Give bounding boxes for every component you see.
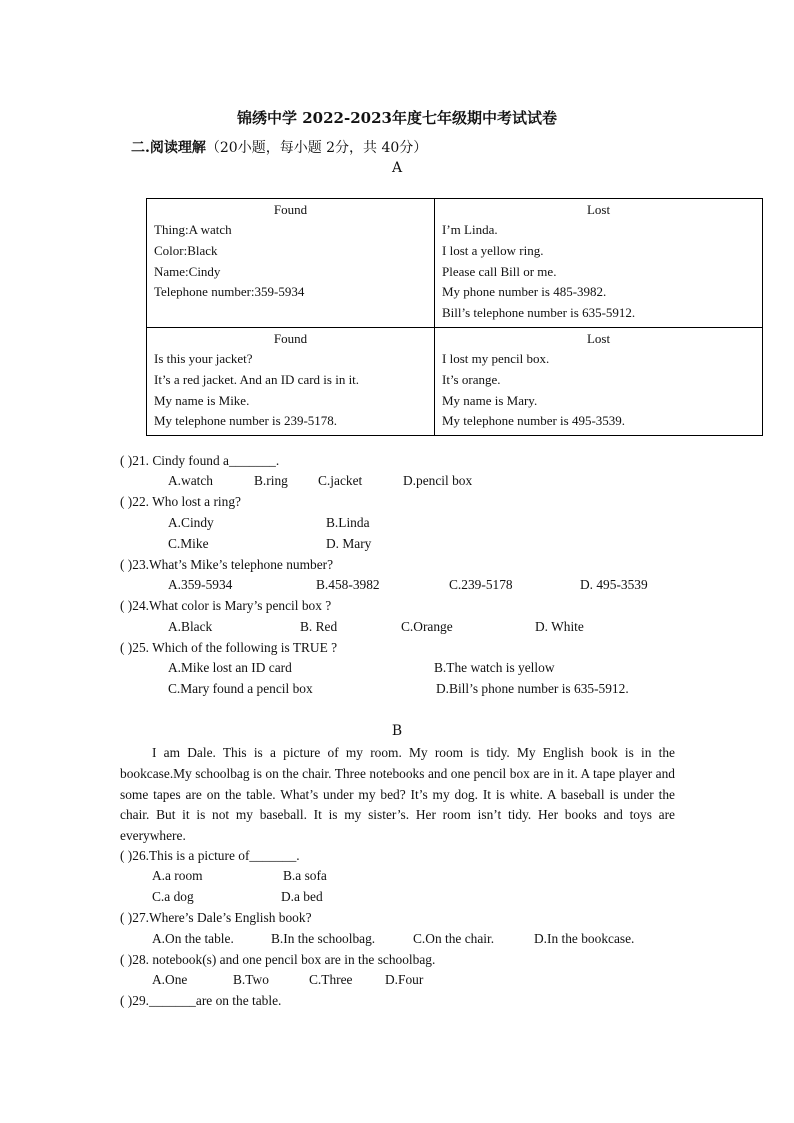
question-stem: ( )22. Who lost a ring? — [120, 494, 241, 509]
question-stem: ( )21. Cindy found a_______. — [120, 453, 280, 468]
cell-header: Found — [273, 202, 308, 217]
answer-option[interactable]: C.a dog — [152, 889, 194, 904]
cell-line: Color:Black — [154, 242, 218, 258]
cell-line: My telephone number is 239-5178. — [154, 413, 338, 429]
passage-a-label: A — [391, 160, 403, 176]
table-cell-found — [147, 199, 435, 328]
answer-option[interactable]: C.On the chair. — [413, 931, 495, 946]
answer-option[interactable]: A.359-5934 — [168, 577, 233, 592]
section-heading — [131, 137, 427, 157]
table-cell-lost — [435, 327, 763, 435]
cell-line: It’s a red jacket. And an ID card is in it. — [154, 371, 360, 387]
answer-option[interactable]: B.a sofa — [283, 868, 327, 883]
question-stem: ( )24.What color is Mary’s pencil box ? — [120, 598, 332, 613]
cell-line: My phone number is 485-3982. — [442, 284, 607, 300]
answer-option[interactable]: A.Black — [168, 619, 213, 634]
answer-option[interactable]: B.In the schoolbag. — [271, 931, 376, 946]
answer-option[interactable]: D.Bill’s phone number is 635-5912. — [436, 681, 629, 696]
answer-option[interactable]: D. White — [535, 619, 584, 634]
answer-option[interactable]: D.a bed — [281, 889, 323, 904]
cell-line: My telephone number is 495-3539. — [442, 413, 626, 429]
answer-option[interactable]: C.Mary found a pencil box — [168, 681, 313, 696]
answer-option[interactable]: A.Cindy — [168, 515, 214, 530]
table-row — [147, 199, 763, 328]
section-note: （20小题，每小题 2分，共 40分） — [205, 140, 428, 156]
table-cell-lost — [435, 199, 763, 328]
lost-found-table — [146, 198, 763, 436]
cell-line: Bill’s telephone number is 635-5912. — [442, 305, 636, 321]
cell-line: Please call Bill or me. — [442, 263, 557, 279]
answer-option[interactable]: B.The watch is yellow — [434, 660, 555, 675]
question-stem: ( )23.What’s Mike’s telephone number? — [120, 557, 334, 572]
answer-option[interactable]: A.On the table. — [152, 931, 234, 946]
page-title: 锦绣中学 2022-2023年度七年级期中考试试卷 — [237, 109, 557, 127]
cell-line: Name:Cindy — [154, 263, 221, 279]
answer-option[interactable]: C.Orange — [401, 619, 453, 634]
question-stem: ( )25. Which of the following is TRUE ? — [120, 640, 338, 655]
answer-option[interactable]: B.Linda — [326, 515, 370, 530]
cell-header: Lost — [586, 330, 611, 346]
cell-line: I lost my pencil box. — [442, 350, 550, 366]
answer-option[interactable]: D.pencil box — [403, 473, 473, 488]
passage-b-text: I am Dale. This is a picture of my room. My room is tidy. My English book is in the bookcase.My schoolbag is on the chair. Three notebooks and one pencil box are in it. A tape player and some tapes are on the table. What’s under my bed? It’s my dog. It is white. A baseball is under the chair. But it is not my baseball. It is my sister’s. Her room isn’t tidy. Her books and toys are everywhere. — [120, 745, 675, 844]
answer-option[interactable]: B.Two — [233, 972, 269, 987]
answer-option[interactable]: C.jacket — [318, 473, 363, 488]
section-name: 二.阅读理解 — [131, 140, 206, 156]
passage-b-label: B — [391, 723, 403, 739]
cell-line: I’m Linda. — [442, 222, 498, 237]
cell-header: Found — [273, 330, 308, 346]
cell-line: My name is Mary. — [442, 392, 538, 408]
answer-option[interactable]: C.239-5178 — [449, 577, 513, 592]
cell-line: It’s orange. — [442, 371, 501, 387]
answer-option[interactable]: D.Four — [385, 972, 424, 987]
table-row — [147, 327, 763, 435]
answer-option[interactable]: B.ring — [254, 473, 288, 488]
cell-line: Is this your jacket? — [154, 350, 253, 366]
cell-line: Telephone number:359-5934 — [154, 284, 305, 300]
question-stem: ( )27.Where’s Dale’s English book? — [120, 910, 312, 925]
question-stem: ( )29._______are on the table. — [120, 993, 282, 1008]
answer-option[interactable]: D. 495-3539 — [580, 577, 648, 592]
answer-option[interactable]: A.watch — [168, 473, 213, 488]
cell-header: Lost — [586, 202, 611, 217]
table-cell-found — [147, 327, 435, 435]
question-stem: ( )28. notebook(s) and one pencil box are in the schoolbag. — [120, 952, 436, 967]
answer-option[interactable]: D.In the bookcase. — [534, 931, 635, 946]
cell-line: I lost a yellow ring. — [442, 242, 544, 258]
question-stem: ( )26.This is a picture of_______. — [120, 848, 300, 863]
answer-option[interactable]: D. Mary — [326, 536, 372, 551]
answer-option[interactable]: B. Red — [300, 619, 338, 634]
cell-line: My name is Mike. — [154, 392, 250, 408]
answer-option[interactable]: B.458-3982 — [316, 577, 380, 592]
answer-option[interactable]: A.Mike lost an ID card — [168, 660, 292, 675]
answer-option[interactable]: A.a room — [152, 868, 203, 883]
answer-option[interactable]: A.One — [152, 972, 188, 987]
answer-option[interactable]: C.Mike — [168, 536, 209, 551]
cell-line: Thing:A watch — [154, 222, 232, 237]
answer-option[interactable]: C.Three — [309, 972, 353, 987]
